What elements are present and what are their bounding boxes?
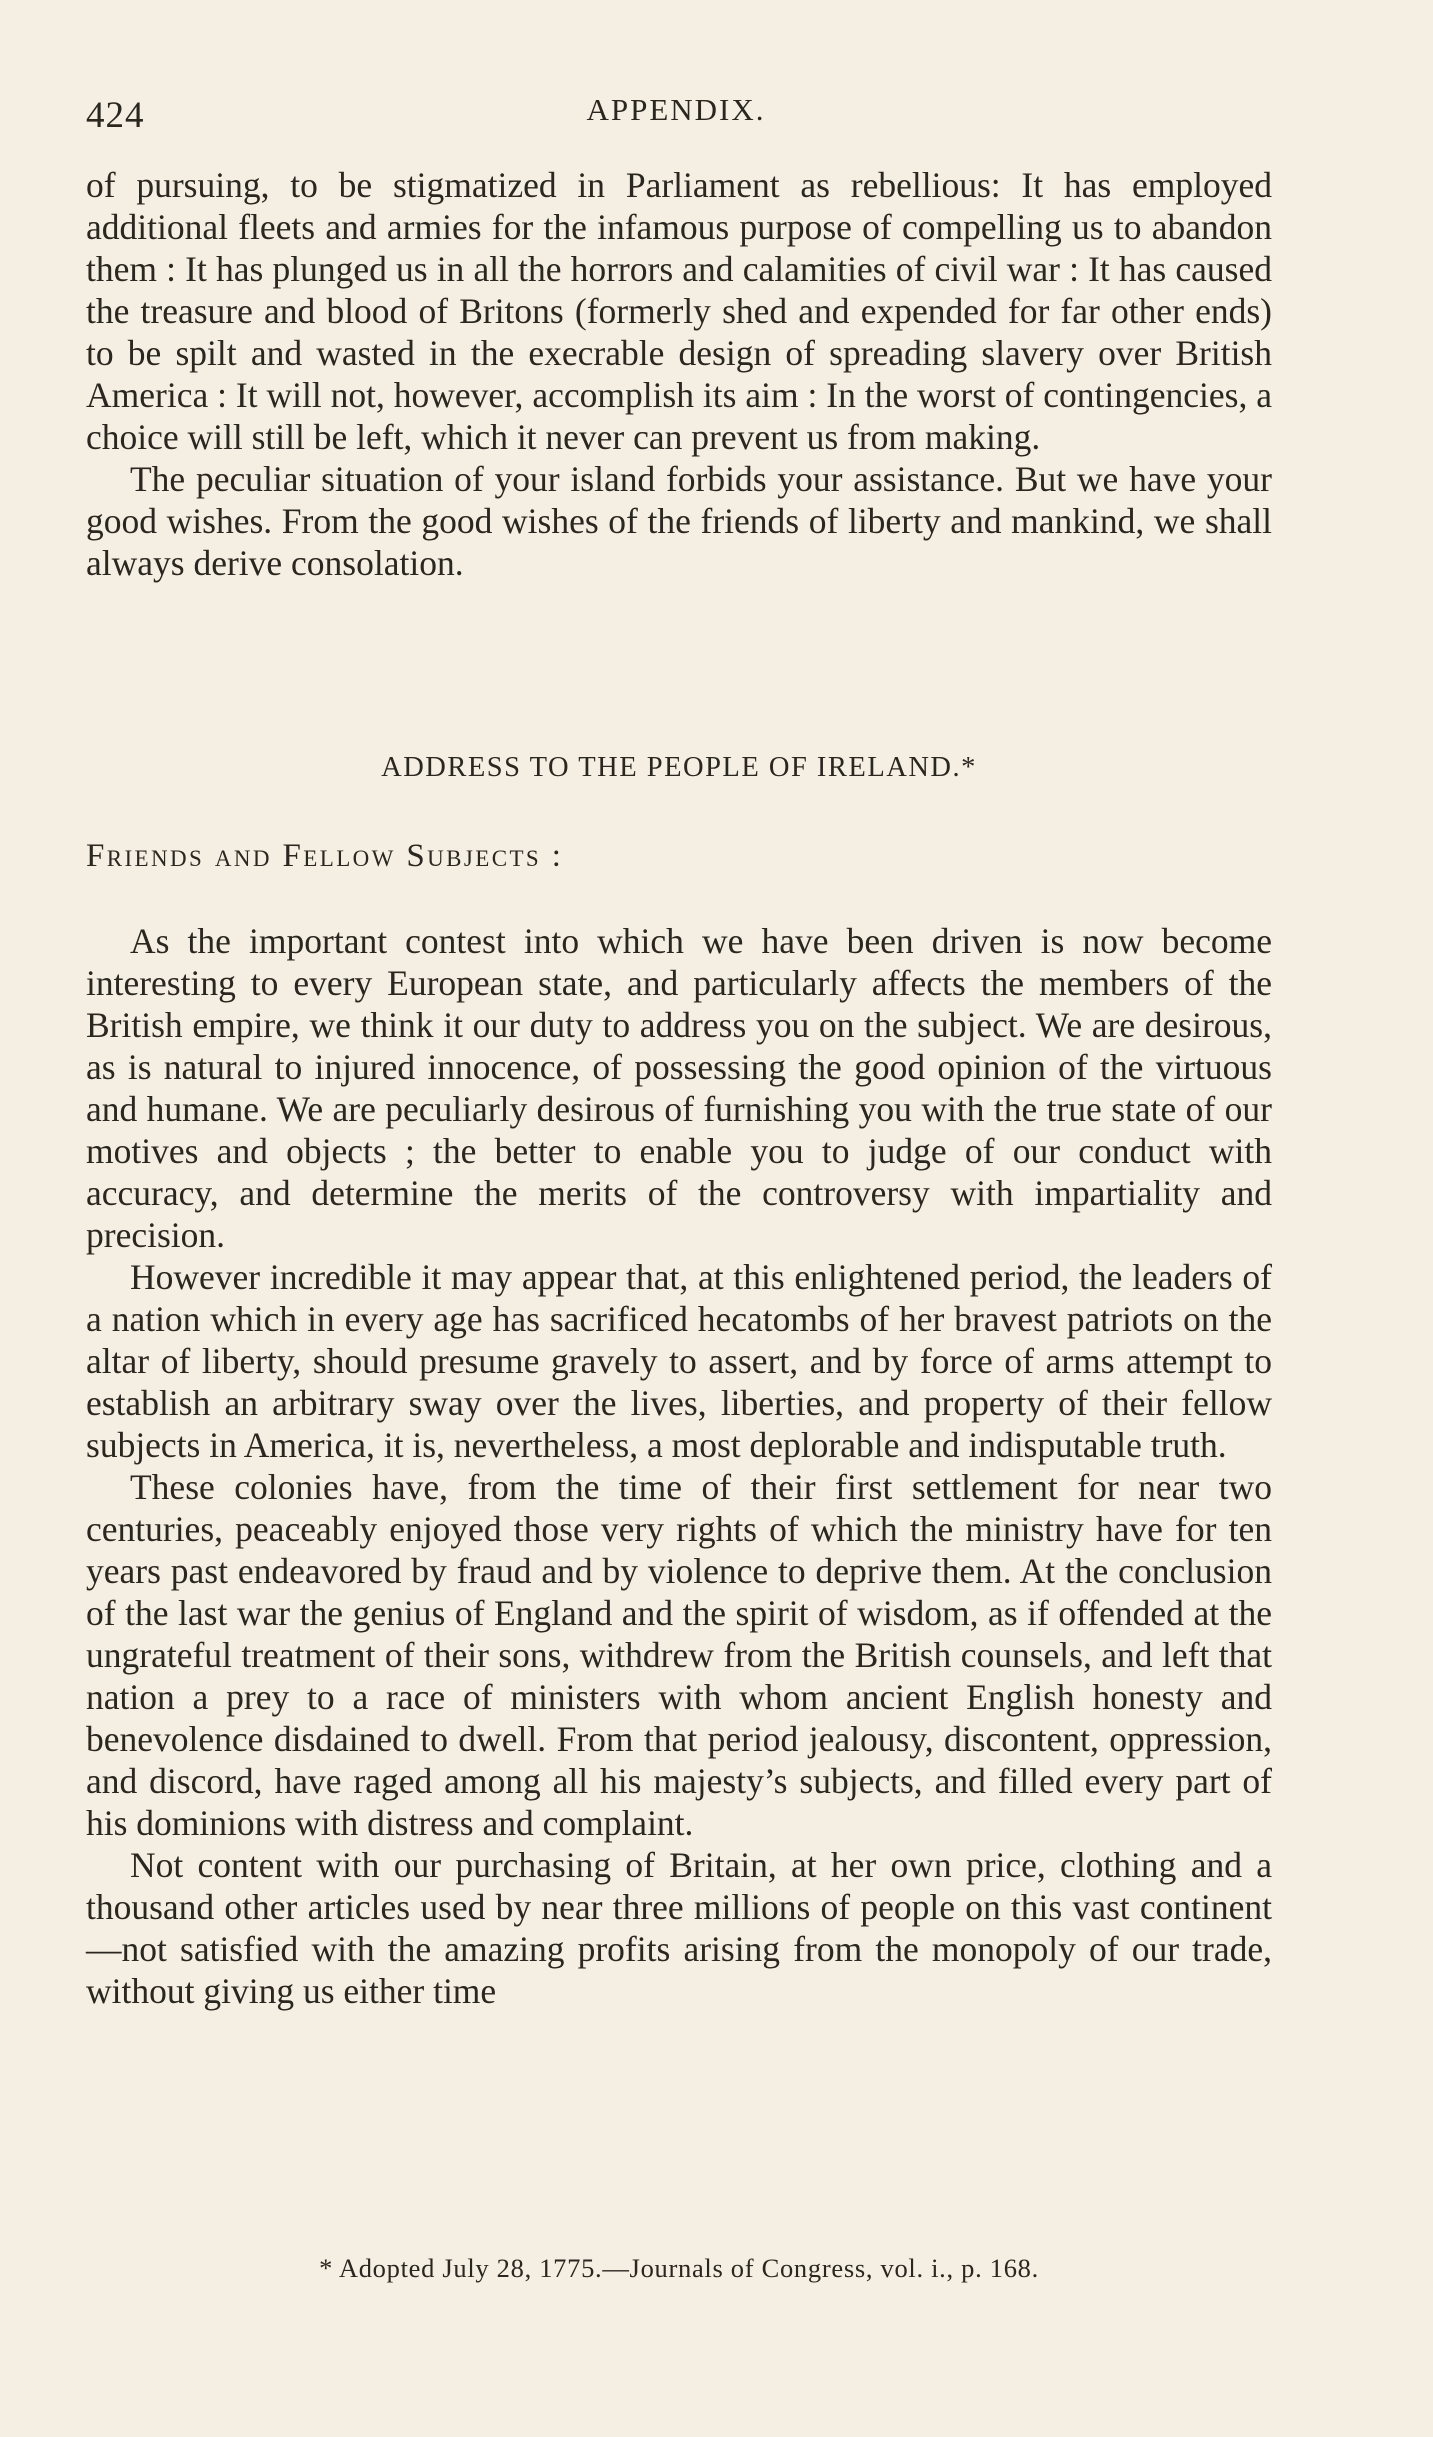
paragraph: These colonies have, from the time of their first settlement for near two centuries, peaceably enjoyed those very rights of which the ministry have for ten years past endeavored by fraud and by violence to deprive them. At the conclusion of the last war the genius of England and the spirit of wisdom, as if offended at the ungrateful treatment of their sons, withdrew from the British counsels, and left that nation a prey to a race of ministers with whom ancient English honesty and benevolence disdained to dwell. From that period jealousy, discontent, oppression, and discord, have raged among all his majesty’s subjects, and filled every part of his dominions with distress and complaint. xyxy=(86,1467,1272,1843)
running-head xyxy=(86,88,1266,148)
paragraph: of pursuing, to be stigmatized in Parliament as rebellious: It has employed additional fleets and armies for the infamous purpose of compelling us to abandon them : It has plunged us in all the horrors and calamities of civil war : It has caused the treasure and blood of Britons (formerly shed and expended for far other ends) to be spilt and wasted in the execrable design of spreading slavery over British America : It will not, however, accomplish its aim : In the worst of contingencies, a choice will still be left, which it never can prevent us from making. xyxy=(86,165,1272,457)
address-body xyxy=(86,920,1272,2012)
page-number: 424 xyxy=(86,95,145,136)
footnote: * Adopted July 28, 1775.—Journals of Congress, vol. i., p. 168. xyxy=(319,2253,1039,2283)
salutation: Friends and Fellow Subjects : xyxy=(86,838,564,874)
running-title: APPENDIX. xyxy=(586,92,766,127)
section-heading: ADDRESS TO THE PEOPLE OF IRELAND.* xyxy=(381,752,977,783)
continued-text xyxy=(86,164,1272,584)
paragraph: The peculiar situation of your island forbids your assistance. But we have your good wishes. From the good wishes of the friends of liberty and mankind, we shall always derive consolation. xyxy=(86,459,1272,583)
paragraph: As the important contest into which we have been driven is now become interesting to every European state, and particularly affects the members of the British empire, we think it our duty to address you on the subject. We are desirous, as is natural to injured innocence, of possessing the good opinion of the virtuous and humane. We are peculiarly desirous of furnishing you with the true state of our motives and objects ; the better to enable you to judge of our conduct with accuracy, and determine the merits of the controversy with impartiality and precision. xyxy=(86,921,1272,1255)
paragraph: However incredible it may appear that, at this enlightened period, the leaders of a nation which in every age has sacrificed hecatombs of her bravest patriots on the altar of liberty, should presume gravely to assert, and by force of arms attempt to establish an arbitrary sway over the lives, liberties, and property of their fellow subjects in America, it is, nevertheless, a most deplorable and indisputable truth. xyxy=(86,1257,1272,1465)
paragraph: Not content with our purchasing of Britain, at her own price, clothing and a thousand other articles used by near three millions of people on this vast continent—not satisfied with the amazing profits arising from the monopoly of our trade, without giving us either time xyxy=(86,1845,1272,2011)
